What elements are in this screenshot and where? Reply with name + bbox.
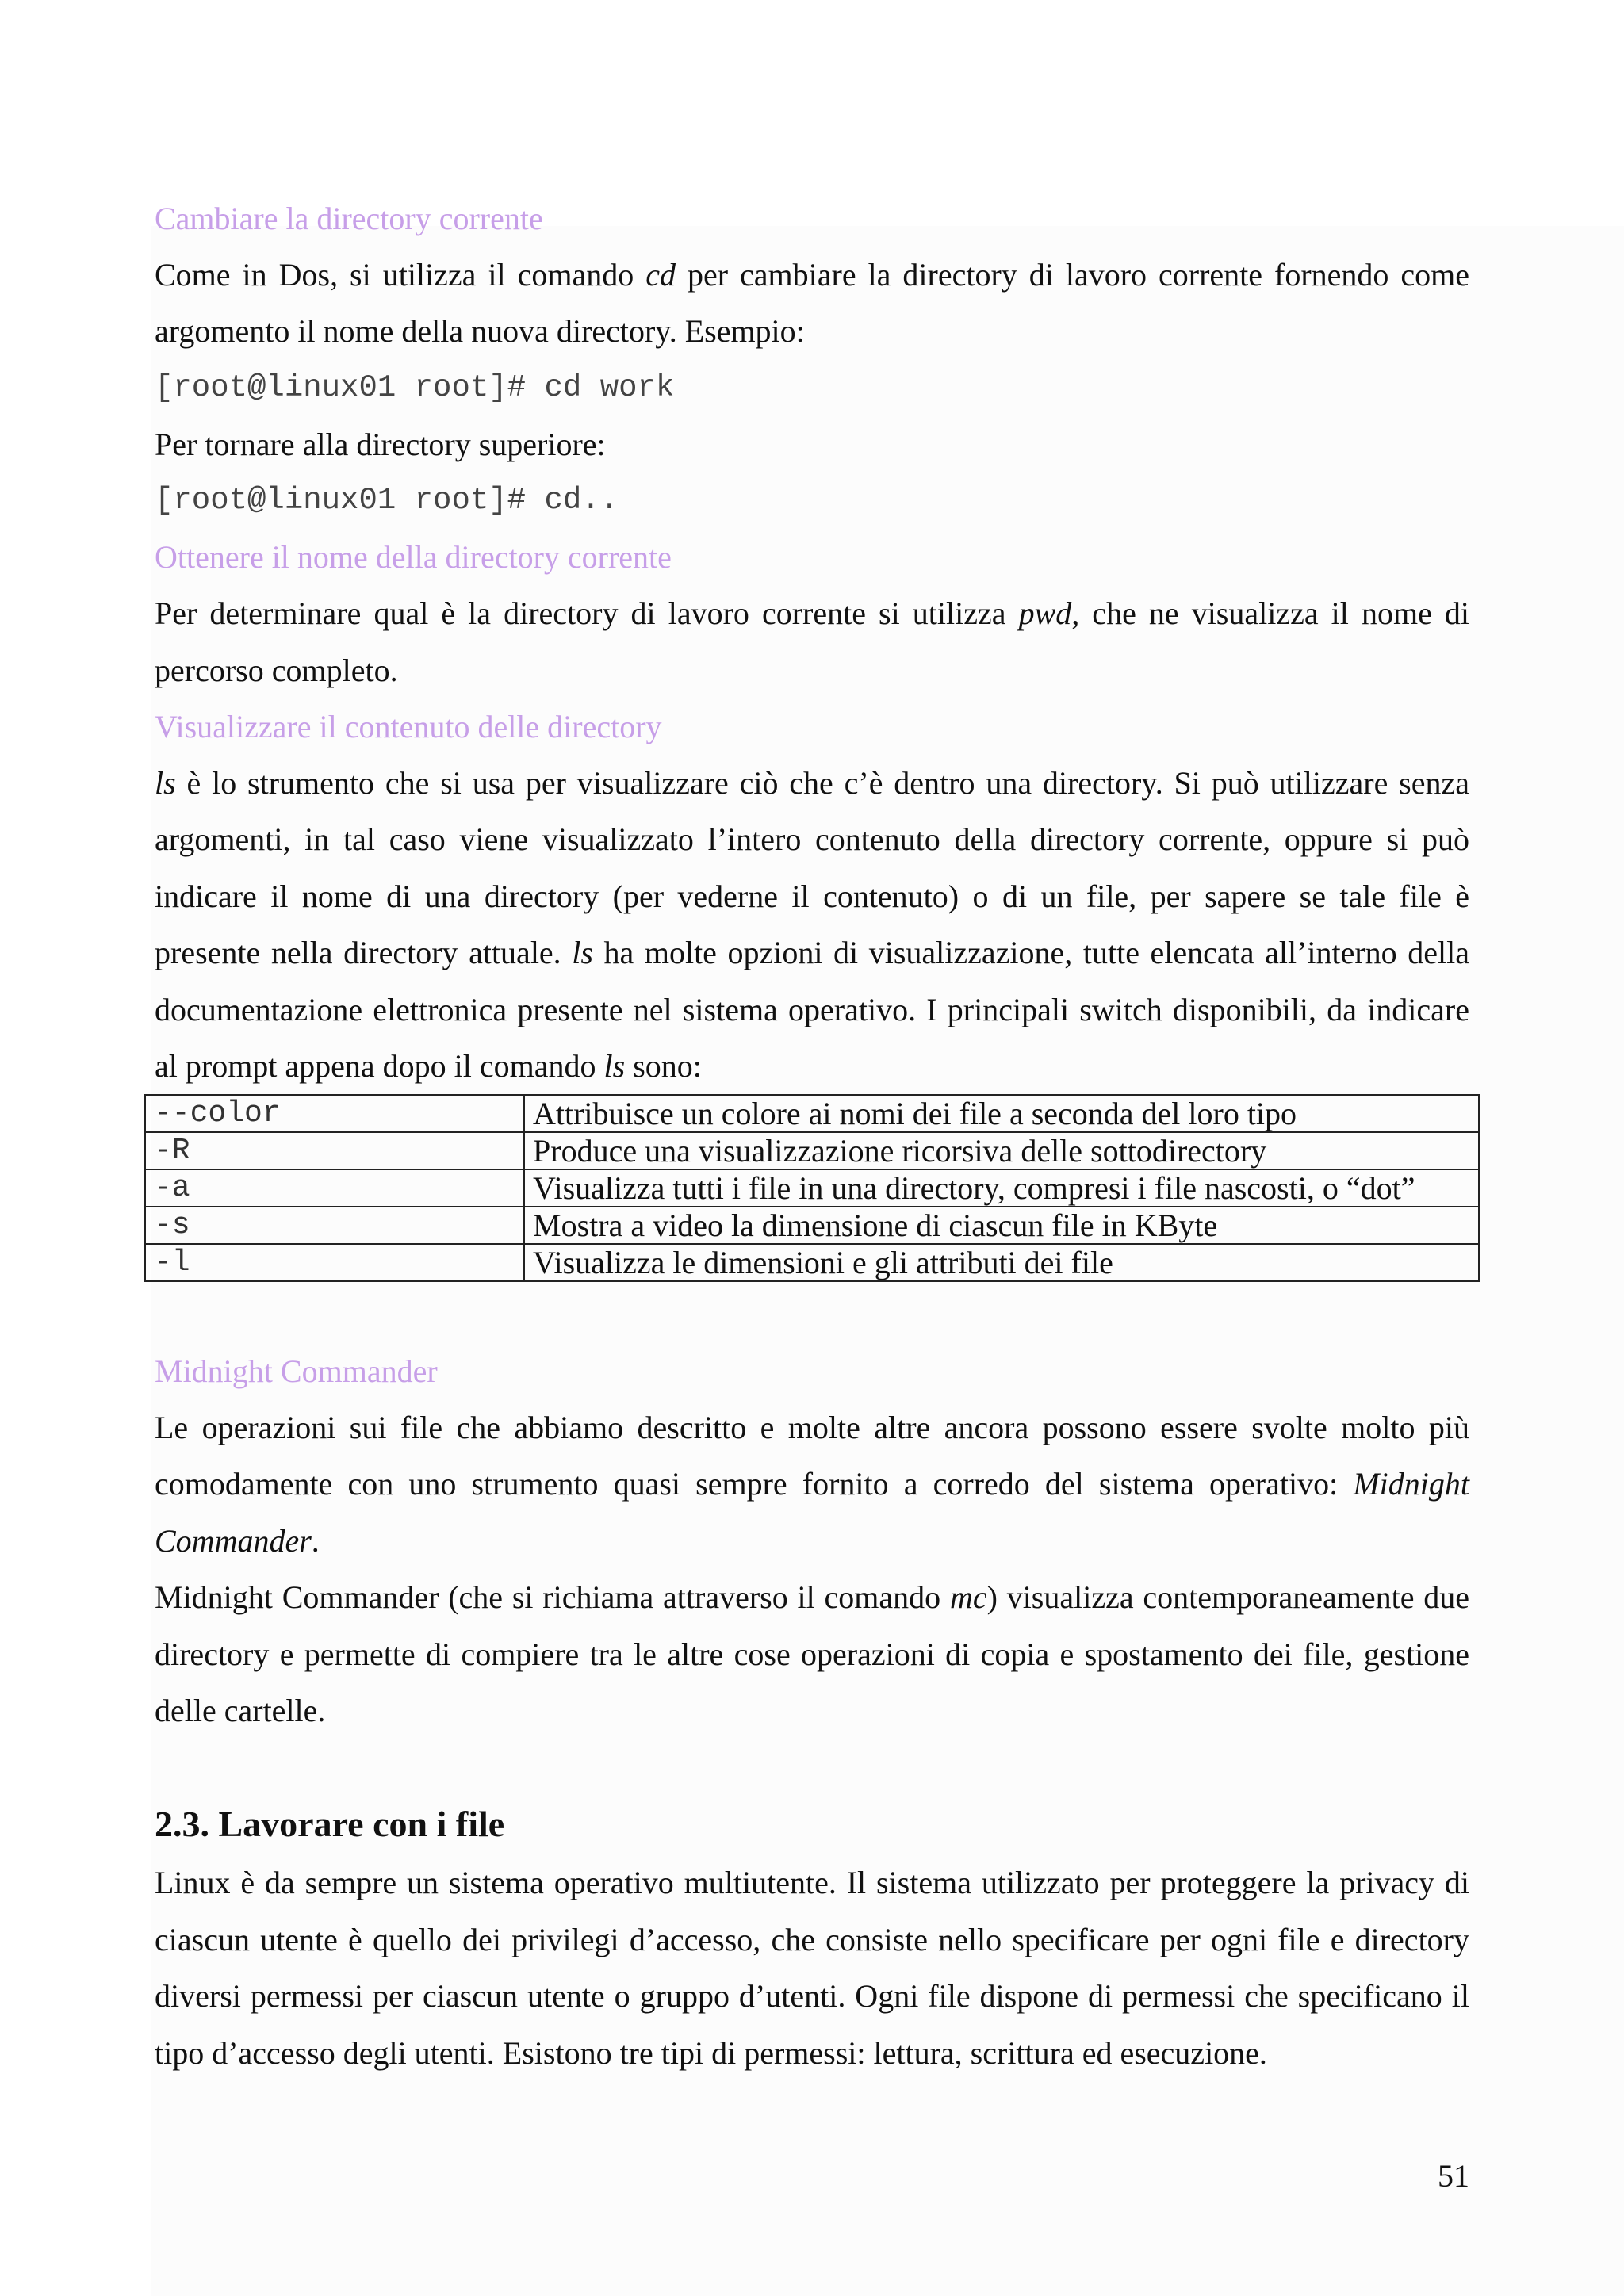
text: sono: [625, 1048, 702, 1085]
text: per cambiare la directory di lavoro corrente fornendo come argomento il nome della nuova directory. Esempio: [155, 257, 1470, 350]
table-row [145, 1207, 1479, 1244]
document-body-lower [155, 1343, 1469, 2081]
text: Midnight Commander (che si richiama attraverso il comando [155, 1579, 950, 1616]
command-cd: cd [645, 257, 676, 293]
paragraph-cd [155, 247, 1469, 360]
command-ls: ls [572, 935, 593, 971]
text: Come in Dos, si utilizza il comando [155, 257, 646, 293]
switch-option: -l [145, 1244, 524, 1281]
command-ls: ls [155, 765, 176, 802]
switch-description: Produce una visualizzazione ricorsiva delle sottodirectory [524, 1132, 1479, 1169]
code-example-cd-up: [root@linux01 root]# cd.. [155, 483, 619, 519]
switch-description: Visualizza tutti i file in una directory, compresi i file nascosti, o “dot” [524, 1169, 1479, 1207]
text: Le operazioni sui file che abbiamo descritto e molte altre ancora possono essere svolte molto più comodamente con uno strumento quasi sempre fornito a corredo del sistema operativo: [155, 1410, 1469, 1502]
paragraph-parent-dir: Per tornare alla directory superiore: [155, 426, 606, 462]
switch-description: Mostra a video la dimensione di ciascun file in KByte [524, 1207, 1479, 1244]
switch-description: Visualizza le dimensioni e gli attributi dei file [524, 1244, 1479, 1281]
program-name: Midnight Commander [155, 1466, 1469, 1559]
text: , che ne visualizza il nome di percorso completo. [155, 595, 1470, 688]
text: Per determinare qual è la directory di lavoro corrente si utilizza [155, 595, 1019, 632]
paragraph-permissions: Linux è da sempre un sistema operativo multiutente. Il sistema utilizzato per proteggere la privacy di ciascun utente è quello dei privilegi d’accesso, che consiste nello specificare per ogni file e directory diversi permessi per ciascun utente o gruppo d’utenti. Ogni file dispone di permessi che specificano il tipo d’accesso degli utenti. Esistono tre tipi di permessi: lettura, scrittura ed esecuzione. [155, 1865, 1469, 2071]
text: . [311, 1522, 320, 1559]
ls-switches-table [144, 1094, 1480, 1282]
command-pwd: pwd [1018, 595, 1072, 632]
heading-midnight-commander: Midnight Commander [155, 1353, 438, 1389]
paragraph-ls [155, 755, 1469, 1094]
document-body [155, 190, 1469, 1094]
switch-option: -R [145, 1132, 524, 1169]
command-mc: mc [949, 1579, 987, 1616]
table-row [145, 1095, 1479, 1132]
table-row [145, 1169, 1479, 1207]
switch-option: --color [145, 1095, 524, 1132]
paragraph-pwd [155, 585, 1469, 698]
table-row [145, 1244, 1479, 1281]
page-number: 51 [1438, 2158, 1469, 2194]
table-row [145, 1132, 1479, 1169]
text: ) visualizza contemporaneamente due directory e permette di compiere tra le altre cose operazioni di copia e spostamento dei file, gestione delle cartelle. [155, 1579, 1469, 1729]
paragraph-mc-usage [155, 1569, 1469, 1739]
section-title: 2.3. Lavorare con i file [155, 1804, 505, 1845]
text: è lo strumento che si usa per visualizzare ciò che c’è dentro una directory. Si può utilizzare senza argomenti, in tal caso viene visualizzato l’intero contenuto della directory corrente, oppure si può indicare il nome di una directory (per vederne il contenuto) o di un file, per sapere se tale file è presente nella directory attuale. [155, 765, 1469, 971]
switch-option: -s [145, 1207, 524, 1244]
code-example-cd-work: [root@linux01 root]# cd work [155, 369, 675, 405]
heading-cd: Cambiare la directory corrente [155, 201, 543, 236]
text: ha molte opzioni di visualizzazione, tutte elencata all’interno della documentazione elettronica presente nel sistema operativo. I principali switch disponibili, da indicare al prompt appena dopo il comando [155, 935, 1469, 1085]
command-ls: ls [603, 1048, 626, 1085]
heading-pwd: Ottenere il nome della directory corrente [155, 539, 672, 576]
switch-option: -a [145, 1169, 524, 1207]
switch-description: Attribuisce un colore ai nomi dei file a seconda del loro tipo [524, 1095, 1479, 1132]
paragraph-mc-intro [155, 1399, 1469, 1569]
heading-ls: Visualizzare il contenuto delle directory [155, 709, 662, 745]
